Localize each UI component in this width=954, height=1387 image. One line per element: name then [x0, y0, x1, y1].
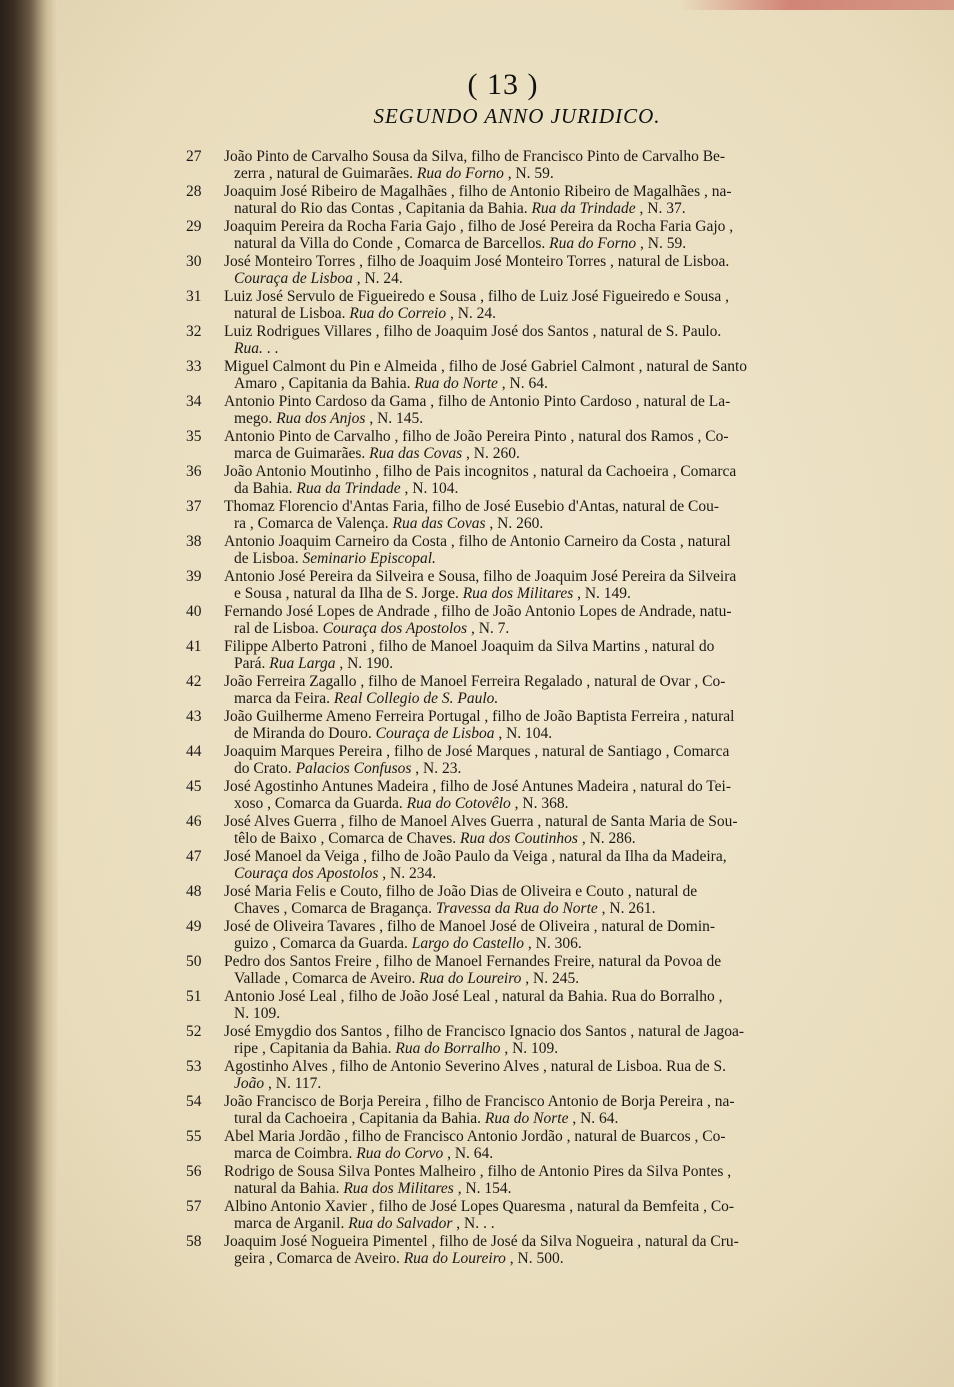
entry-row: [0, 1198, 954, 1233]
entry-line-2: [234, 480, 828, 498]
entry-line-2: [234, 1005, 828, 1023]
entry-text: natural do Rio das Contas , Capitania da Bahia.: [234, 200, 532, 217]
entry-number: 30: [186, 253, 202, 270]
entry-house-number: , N. 64.: [497, 375, 548, 392]
entry-line-1: Antonio José Leal , filho de João José Leal , natural da Bahia. Rua do Borralho ,: [224, 988, 723, 1005]
entry-line-2: [234, 235, 828, 253]
entry-house-number: , N. 154.: [453, 1180, 512, 1197]
entry-number: 41: [186, 638, 202, 655]
entry-house-number: , N. 260.: [462, 445, 520, 462]
entry-text: ral de Lisboa.: [234, 620, 323, 637]
entry-line-2: [234, 410, 828, 428]
entry-row: [0, 1093, 954, 1128]
entry-line-1: Joaquim José Nogueira Pimentel , filho de José da Silva Nogueira , natural da Cru-: [224, 1233, 739, 1250]
entry-address: João: [234, 1075, 265, 1092]
entry-line-1: Joaquim José Ribeiro de Magalhães , filho de Antonio Ribeiro de Magalhães , na-: [224, 183, 732, 200]
entry-line-1: Luiz Rodrigues Villares , filho de Joaquim José dos Santos , natural de S. Paulo.: [224, 323, 722, 340]
entry-number: 42: [186, 673, 202, 690]
entry-line-2: [234, 1040, 828, 1058]
entry-number: 57: [186, 1198, 202, 1215]
entry-line-1: Fernando José Lopes de Andrade , filho de João Antonio Lopes de Andrade, natu-: [224, 603, 732, 620]
entry-row: [0, 638, 954, 673]
entry-number: 27: [186, 148, 202, 165]
entry-text: mego.: [234, 410, 277, 427]
entry-house-number: , N. 260.: [485, 515, 544, 532]
student-entries-list: [0, 148, 954, 1268]
entry-number: 51: [186, 988, 202, 1005]
entry-line-2: [234, 550, 828, 568]
entry-text: da Bahia.: [234, 480, 297, 497]
entry-line-2: [234, 970, 828, 988]
page-top-edge-stain: [680, 0, 954, 10]
entry-row: [0, 288, 954, 323]
entry-house-number: , N. 117.: [264, 1075, 322, 1092]
entry-address: Rua dos Militares: [343, 1180, 454, 1197]
entry-line-2: [234, 690, 828, 708]
entry-line-2: [234, 795, 828, 813]
entry-number: 47: [186, 848, 202, 865]
entry-line-1: João Francisco de Borja Pereira , filho de Francisco Antonio de Borja Pereira , na-: [224, 1093, 735, 1110]
entry-address: Rua dos Militares: [462, 585, 574, 602]
entry-house-number: , N. 64.: [568, 1110, 619, 1127]
entry-text: Amaro , Capitania da Bahia.: [234, 375, 415, 392]
entry-row: [0, 708, 954, 743]
entry-row: [0, 323, 954, 358]
entry-address: Rua do Loureiro: [403, 1250, 506, 1267]
entry-line-1: Joaquim Pereira da Rocha Faria Gajo , filho de José Pereira da Rocha Faria Gajo ,: [224, 218, 734, 235]
entry-row: [0, 883, 954, 918]
entry-number: 29: [186, 218, 202, 235]
entry-number: 53: [186, 1058, 202, 1075]
entry-house-number: , N. 24.: [352, 270, 403, 287]
entry-row: [0, 778, 954, 813]
entry-text: N. 109.: [234, 1005, 281, 1022]
entry-house-number: , N. 7.: [467, 620, 510, 637]
entry-number: 28: [186, 183, 202, 200]
entry-house-number: , N. 24.: [446, 305, 497, 322]
entry-text: de Lisboa.: [234, 550, 303, 567]
entry-text: marca da Feira.: [234, 690, 334, 707]
entry-text: natural da Bahia.: [234, 1180, 344, 1197]
entry-line-1: Joaquim Marques Pereira , filho de José Marques , natural de Santiago , Comarca: [224, 743, 730, 760]
entry-text: ra , Comarca de Valença.: [234, 515, 393, 532]
entry-line-2: [234, 1075, 828, 1093]
entry-row: [0, 743, 954, 778]
entry-house-number: , N. . .: [452, 1215, 495, 1232]
entry-house-number: , N. 286.: [577, 830, 636, 847]
entry-address: Rua do Salvador: [348, 1215, 453, 1232]
entry-number: 31: [186, 288, 202, 305]
entry-line-1: Antonio Pinto Cardoso da Gama , filho de Antonio Pinto Cardoso , natural de La-: [224, 393, 731, 410]
entry-address: Rua do Forno: [416, 165, 504, 182]
entry-number: 48: [186, 883, 202, 900]
entry-row: [0, 603, 954, 638]
entry-text: natural da Villa do Conde , Comarca de Barcellos.: [234, 235, 550, 252]
entry-line-1: José Monteiro Torres , filho de Joaquim José Monteiro Torres , natural de Lisboa.: [224, 253, 730, 270]
entry-row: [0, 533, 954, 568]
entry-row: [0, 1023, 954, 1058]
entry-line-1: Thomaz Florencio d'Antas Faria, filho de José Eusebio d'Antas, natural de Cou-: [224, 498, 720, 515]
entry-row: [0, 1233, 954, 1268]
entry-address: Rua das Covas: [392, 515, 486, 532]
entry-number: 56: [186, 1163, 202, 1180]
entry-address: Palacios Confusos: [295, 760, 412, 777]
entry-line-1: Antonio José Pereira da Silveira e Sousa, filho de Joaquim José Pereira da Silveira: [224, 568, 737, 585]
entry-address: Rua dos Anjos: [276, 410, 366, 427]
entry-address: Rua da Trindade: [531, 200, 636, 217]
entry-text: marca de Coimbra.: [234, 1145, 357, 1162]
entry-text: do Crato.: [234, 760, 296, 777]
entry-address: Rua do Correio: [349, 305, 447, 322]
entry-number: 50: [186, 953, 202, 970]
entry-text: ripe , Capitania da Bahia.: [234, 1040, 396, 1057]
entry-line-1: Antonio Joaquim Carneiro da Costa , filho de Antonio Carneiro da Costa , natural: [224, 533, 731, 550]
entry-house-number: , N. 104.: [494, 725, 553, 742]
entry-address: Largo do Castello: [411, 935, 525, 952]
entry-row: [0, 1163, 954, 1198]
entry-number: 49: [186, 918, 202, 935]
entry-row: [0, 848, 954, 883]
entry-number: 39: [186, 568, 202, 585]
entry-address: Couraça dos Apostolos: [322, 620, 468, 637]
entry-line-1: João Ferreira Zagallo , filho de Manoel Ferreira Regalado , natural de Ovar , Co-: [224, 673, 726, 690]
entry-number: 46: [186, 813, 202, 830]
entry-line-2: [234, 760, 828, 778]
entry-text: tural da Cachoeira , Capitania da Bahia.: [234, 1110, 485, 1127]
entry-line-2: [234, 1145, 828, 1163]
entry-line-1: João Antonio Moutinho , filho de Pais incognitos , natural da Cachoeira , Comarca: [224, 463, 737, 480]
entry-row: [0, 253, 954, 288]
entry-address: Rua dos Coutinhos: [459, 830, 578, 847]
entry-address: Rua do Forno: [549, 235, 637, 252]
entry-line-2: [234, 725, 828, 743]
entry-line-2: [234, 935, 828, 953]
entry-number: 43: [186, 708, 202, 725]
entry-number: 34: [186, 393, 202, 410]
entry-house-number: , N. 149.: [573, 585, 631, 602]
entry-line-2: [234, 620, 828, 638]
entry-text: Vallade , Comarca de Aveiro.: [234, 970, 420, 987]
entry-text: Chaves , Comarca de Bragança.: [234, 900, 436, 917]
entry-line-1: José Agostinho Antunes Madeira , filho de José Antunes Madeira , natural do Tei-: [224, 778, 732, 795]
entry-address: Couraça de Lisboa: [234, 270, 353, 287]
section-title: SEGUNDO ANNO JURIDICO.: [373, 104, 661, 128]
entry-number: 32: [186, 323, 202, 340]
entry-row: [0, 988, 954, 1023]
entry-line-2: [234, 1110, 828, 1128]
entry-row: [0, 148, 954, 183]
entry-house-number: , N. 190.: [335, 655, 394, 672]
entry-row: [0, 393, 954, 428]
entry-number: 52: [186, 1023, 202, 1040]
entry-address: Couraça de Lisboa: [375, 725, 495, 742]
entry-line-1: José Alves Guerra , filho de Manoel Alves Guerra , natural de Santa Maria de Sou-: [224, 813, 738, 830]
entry-address: Rua do Corvo: [356, 1145, 444, 1162]
entry-text: natural de Lisboa.: [234, 305, 350, 322]
entry-row: [0, 1128, 954, 1163]
entry-line-2: [234, 1215, 828, 1233]
entry-line-1: João Guilherme Ameno Ferreira Portugal , filho de João Baptista Ferreira , natural: [224, 708, 735, 725]
entry-line-2: [234, 165, 828, 183]
entry-line-1: Albino Antonio Xavier , filho de José Lopes Quaresma , natural da Bemfeita , Co-: [224, 1198, 735, 1215]
entry-house-number: , N. 104.: [400, 480, 459, 497]
entry-number: 45: [186, 778, 202, 795]
entry-number: 54: [186, 1093, 202, 1110]
entry-text: marca de Arganil.: [234, 1215, 349, 1232]
entry-line-2: [234, 340, 828, 358]
entry-line-2: [234, 830, 828, 848]
entry-line-1: Miguel Calmont du Pin e Almeida , filho de José Gabriel Calmont , natural de Santo: [224, 358, 748, 375]
entry-number: 36: [186, 463, 202, 480]
entry-text: Pará.: [234, 655, 270, 672]
entry-house-number: , N. 306.: [524, 935, 582, 952]
entry-address: Rua do Norte: [484, 1110, 569, 1127]
entry-number: 40: [186, 603, 202, 620]
entry-house-number: , N. 109.: [500, 1040, 559, 1057]
entry-address: Rua das Covas: [369, 445, 463, 462]
entry-text: zerra , natural de Guimarães.: [234, 165, 417, 182]
entry-line-1: Luiz José Servulo de Figueiredo e Sousa , filho de Luiz José Figueiredo e Sousa ,: [224, 288, 729, 305]
entry-row: [0, 673, 954, 708]
entry-house-number: , N. 59.: [636, 235, 687, 252]
entry-address: Real Collegio de S. Paulo.: [333, 690, 499, 707]
entry-row: [0, 953, 954, 988]
entry-line-2: [234, 445, 828, 463]
entry-row: [0, 918, 954, 953]
entry-line-2: [234, 270, 828, 288]
entry-number: 37: [186, 498, 202, 515]
entry-house-number: , N. 245.: [521, 970, 580, 987]
entry-line-2: [234, 375, 828, 393]
entry-row: [0, 498, 954, 533]
entry-line-1: José de Oliveira Tavares , filho de Manoel José de Oliveira , natural de Domin-: [224, 918, 716, 935]
entry-line-1: José Emygdio dos Santos , filho de Francisco Ignacio dos Santos , natural de Jagoa-: [224, 1023, 745, 1040]
entry-line-2: [234, 305, 828, 323]
entry-address: Travessa da Rua do Norte: [435, 900, 598, 917]
entry-address: Rua.: [234, 340, 263, 357]
entry-number: 38: [186, 533, 202, 550]
entry-address: Couraça dos Apostolos: [234, 865, 379, 882]
entry-row: [0, 463, 954, 498]
entry-row: [0, 428, 954, 463]
entry-line-2: [234, 1180, 828, 1198]
entry-house-number: , N. 500.: [505, 1250, 564, 1267]
entry-line-2: [234, 865, 828, 883]
entry-number: 58: [186, 1233, 202, 1250]
entry-house-number: , N. 145.: [365, 410, 424, 427]
entry-line-1: Agostinho Alves , filho de Antonio Severino Alves , natural de Lisboa. Rua de S.: [224, 1058, 726, 1075]
entry-line-1: Abel Maria Jordão , filho de Francisco Antonio Jordão , natural de Buarcos , Co-: [224, 1128, 726, 1145]
entry-line-2: [234, 585, 828, 603]
page-number: ( 13 ): [467, 68, 539, 101]
entry-line-1: Filippe Alberto Patroni , filho de Manoel Joaquim da Silva Martins , natural do: [224, 638, 715, 655]
entry-text: têlo de Baixo , Comarca de Chaves.: [234, 830, 460, 847]
entry-line-2: [234, 200, 828, 218]
entry-line-1: João Pinto de Carvalho Sousa da Silva, filho de Francisco Pinto de Carvalho Be-: [224, 148, 726, 165]
entry-text: e Sousa , natural da Ilha de S. Jorge.: [234, 585, 463, 602]
entry-address: Rua do Loureiro: [419, 970, 522, 987]
entry-address: Rua do Borralho: [395, 1040, 501, 1057]
entry-house-number: , N. 37.: [635, 200, 686, 217]
entry-line-2: [234, 1250, 828, 1268]
entry-house-number: , N. 234.: [378, 865, 437, 882]
entry-text: de Miranda do Douro.: [234, 725, 376, 742]
entry-line-1: José Manoel da Veiga , filho de João Paulo da Veiga , natural da Ilha da Madeira,: [224, 848, 727, 865]
entry-row: [0, 568, 954, 603]
entry-row: [0, 813, 954, 848]
entry-address: Rua do Norte: [414, 375, 498, 392]
entry-line-1: Rodrigo de Sousa Silva Pontes Malheiro , filho de Antonio Pires da Silva Pontes ,: [224, 1163, 732, 1180]
entry-number: 35: [186, 428, 202, 445]
entry-line-1: Pedro dos Santos Freire , filho de Manoel Fernandes Freire, natural da Povoa de: [224, 953, 722, 970]
entry-line-1: Antonio Pinto de Carvalho , filho de João Pereira Pinto , natural dos Ramos , Co-: [224, 428, 729, 445]
entry-row: [0, 183, 954, 218]
entry-text: marca de Guimarães.: [234, 445, 370, 462]
entry-row: [0, 1058, 954, 1093]
entry-house-number: , N. 64.: [443, 1145, 494, 1162]
entry-address: Seminario Episcopal.: [302, 550, 436, 567]
entry-address: Rua Larga: [269, 655, 336, 672]
entry-number: 55: [186, 1128, 202, 1145]
entry-line-2: [234, 515, 828, 533]
entry-row: [0, 218, 954, 253]
entry-line-1: José Maria Felis e Couto, filho de João Dias de Oliveira e Couto , natural de: [224, 883, 698, 900]
entry-line-2: [234, 900, 828, 918]
entry-house-number: , N. 59.: [503, 165, 554, 182]
entry-house-number: , N. 261.: [597, 900, 656, 917]
entry-address: Rua da Trindade: [296, 480, 401, 497]
entry-line-2: [234, 655, 828, 673]
entry-text: geira , Comarca de Aveiro.: [234, 1250, 404, 1267]
entry-house-number: . .: [262, 340, 279, 357]
entry-text: guizo , Comarca da Guarda.: [234, 935, 412, 952]
entry-row: [0, 358, 954, 393]
entry-number: 44: [186, 743, 202, 760]
entry-number: 33: [186, 358, 202, 375]
entry-address: Rua do Cotovêlo: [406, 795, 511, 812]
entry-text: xoso , Comarca da Guarda.: [234, 795, 407, 812]
entry-house-number: , N. 23.: [411, 760, 462, 777]
entry-house-number: , N. 368.: [510, 795, 569, 812]
